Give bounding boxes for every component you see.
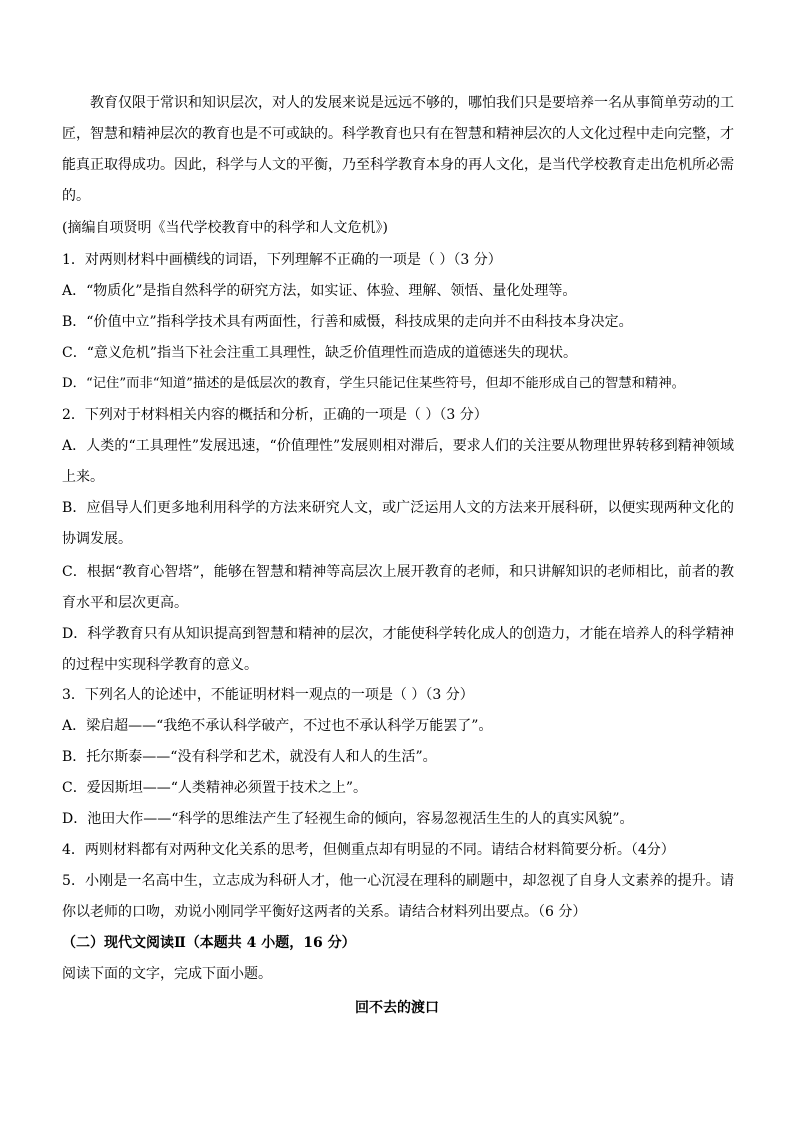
q1-option-d: D．“记住”而非“知道”描述的是低层次的教育，学生只能记住某些符号，但却不能形成自己的智慧和精神。 (62, 376, 685, 391)
q4-stem: 4．两则材料都有对两种文化关系的思考，但侧重点却有明显的不同。请结合材料简要分析。（4分） (62, 842, 675, 858)
intro-paragraph: 教育仅限于常识和知识层次，对人的发展来说是远远不够的，哪怕我们只是要培养一名从事简单劳动的工匠，智慧和精神层次的教育也是不可或缺的。科学教育也只有在智慧和精神层次的人文化过程中走向完整，才能真正取得成功。因此，科学与人文的平衡，乃至科学教育本身的再人文化，是当代学校教育走出危机所必需的。 (62, 95, 734, 204)
q1-stem: 1．对两则材料中画横线的词语，下列理解不正确的一项是（ ）（3 分） (62, 252, 502, 268)
q2-option-d: D．科学教育只有从知识提高到智慧和精神的层次，才能使科学转化成人的创造力，才能在培养人的科学精神的过程中实现科学教育的意义。 (62, 626, 734, 673)
reading-instruction: 阅读下面的文字，完成下面小题。 (62, 966, 272, 982)
q3-option-c: C．爱因斯坦——“人类精神必须置于技术之上”。 (62, 780, 368, 796)
q2-option-a: A．人类的“工具理性”发展迅速，“价值理性”发展则相对滞后，要求人们的关注要从物理世界转移到精神领域上来。 (62, 438, 734, 485)
q2-stem: 2．下列对于材料相关内容的概括和分析，正确的一项是（ ）（3 分） (62, 407, 488, 423)
q2-option-b: B．应倡导人们更多地利用科学的方法来研究人文，或广泛运用人文的方法来开展科研，以便实现两种文化的协调发展。 (62, 500, 734, 547)
passage-title: 回不去的渡口 (355, 1000, 439, 1016)
q3-option-d: D．池田大作——“科学的思维法产生了轻视生命的倾向，容易忽视活生生的人的真实风貌”。 (62, 811, 634, 827)
q1-option-a: A．“物质化”是指自然科学的研究方法，如实证、体验、理解、领悟、量化处理等。 (62, 283, 577, 299)
q3-option-b: B．托尔斯泰——“没有科学和艺术，就没有人和人的生活”。 (62, 749, 437, 765)
source-citation: (摘编自项贤明《当代学校教育中的科学和人文危机》) (62, 220, 388, 236)
q2-option-c: C．根据“教育心智塔”，能够在智慧和精神等高层次上展开教育的老师，和只讲解知识的老师相比，前者的教育水平和层次更高。 (62, 564, 734, 611)
q3-stem: 3．下列名人的论述中，不能证明材料一观点的一项是（ ）（3 分） (62, 687, 474, 703)
q1-option-b: B．“价值中立”指科学技术具有两面性，行善和威慑，科技成果的走向并不由科技本身决定。 (62, 314, 633, 330)
section-heading: （二）现代文阅读Ⅱ（本题共 4 小题，16 分） (62, 935, 356, 951)
q3-option-a: A．梁启超——“我绝不承认科学破产，不过也不承认科学万能罢了”。 (62, 718, 493, 734)
q5-stem: 5．小刚是一名高中生，立志成为科研人才，他一心沉浸在理科的刷题中，却忽视了自身人文素养的提升。请你以老师的口吻，劝说小刚同学平衡好这两者的关系。请结合材料列出要点。（6 分） (62, 873, 734, 920)
q1-option-c: C．“意义危机”指当下社会注重工具理性，缺乏价值理性而造成的道德迷失的现状。 (62, 345, 578, 361)
